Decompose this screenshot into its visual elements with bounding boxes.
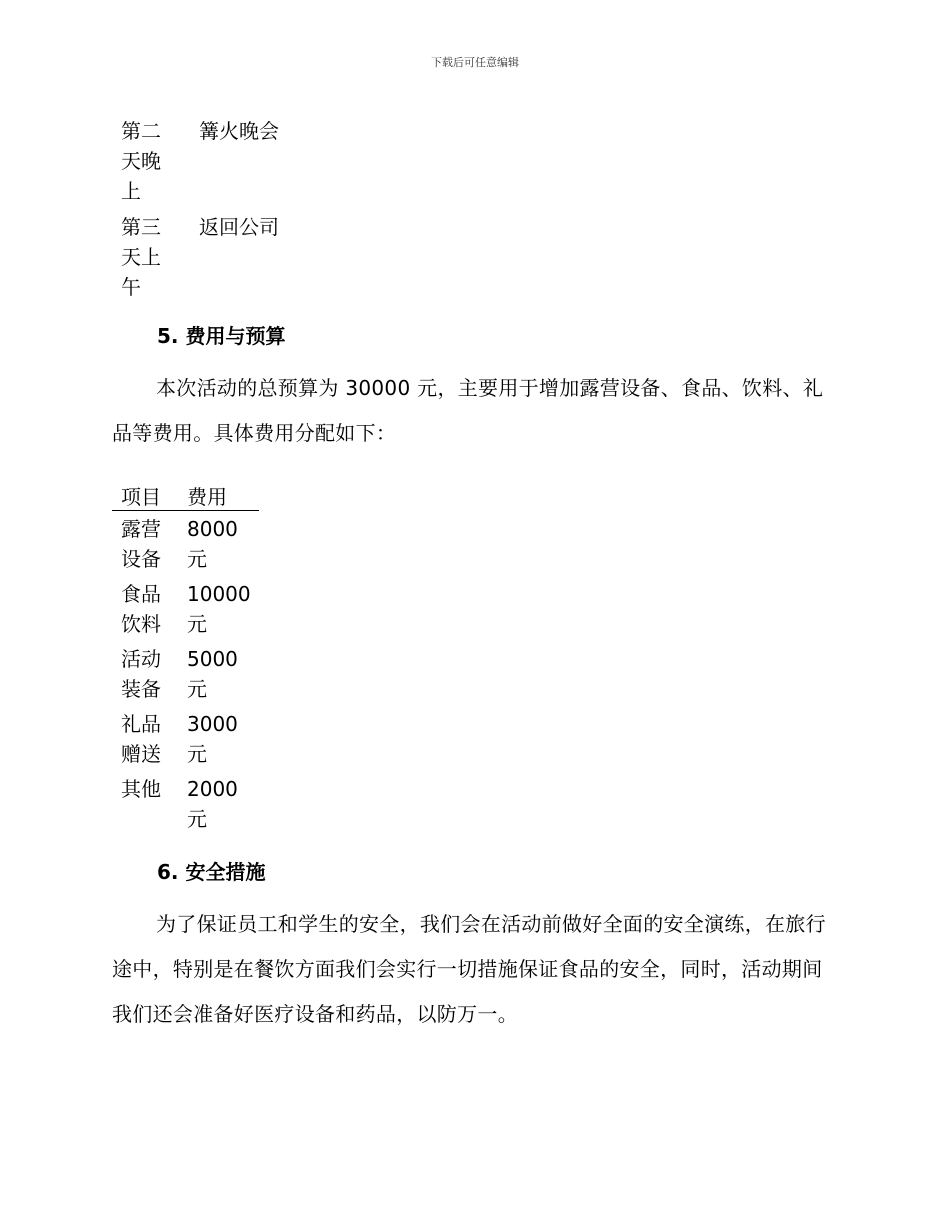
- cell-item: 活动装备: [121, 647, 161, 701]
- cell-cost: 3000 元: [187, 712, 238, 766]
- table-row: [112, 771, 259, 836]
- cell-cost: 10000 元: [187, 582, 251, 636]
- column-header-item: 项目: [121, 485, 161, 509]
- cell-item: 露营设备: [121, 517, 161, 571]
- budget-heading: 5. 费用与预算: [157, 324, 286, 348]
- safety-paragraph: 为了保证员工和学生的安全，我们会在活动前做好全面的安全演练，在旅行途中，特别是在餐饮方面我们会实行一切措施保证食品的安全，同时，活动期间我们还会准备好医疗设备和药品，以防万一。: [112, 912, 826, 1026]
- cell-cost: 2000 元: [187, 777, 238, 831]
- column-header-cost: 费用: [187, 485, 227, 509]
- schedule-time: 第二天晚上: [121, 119, 161, 203]
- safety-heading: 6. 安全措施: [157, 860, 266, 884]
- cell-cost: 8000 元: [187, 517, 238, 571]
- table-row: [112, 511, 259, 576]
- cell-item: 其他: [121, 777, 161, 801]
- schedule-time: 第三天上午: [121, 215, 161, 299]
- table-row: [112, 706, 259, 771]
- budget-table: [112, 480, 259, 836]
- page-header: 下载后可任意编辑: [431, 56, 519, 69]
- cell-item: 礼品赠送: [121, 712, 161, 766]
- schedule-activity: 篝火晚会: [199, 119, 279, 143]
- budget-table-header: [112, 480, 259, 511]
- table-row: [112, 576, 259, 641]
- cell-cost: 5000 元: [187, 647, 238, 701]
- schedule-activity: 返回公司: [199, 215, 279, 239]
- budget-intro-paragraph: 本次活动的总预算为 30000 元，主要用于增加露营设备、食品、饮料、礼品等费用。具体费用分配如下：: [112, 376, 824, 445]
- table-row: [112, 641, 259, 706]
- cell-item: 食品饮料: [121, 582, 161, 636]
